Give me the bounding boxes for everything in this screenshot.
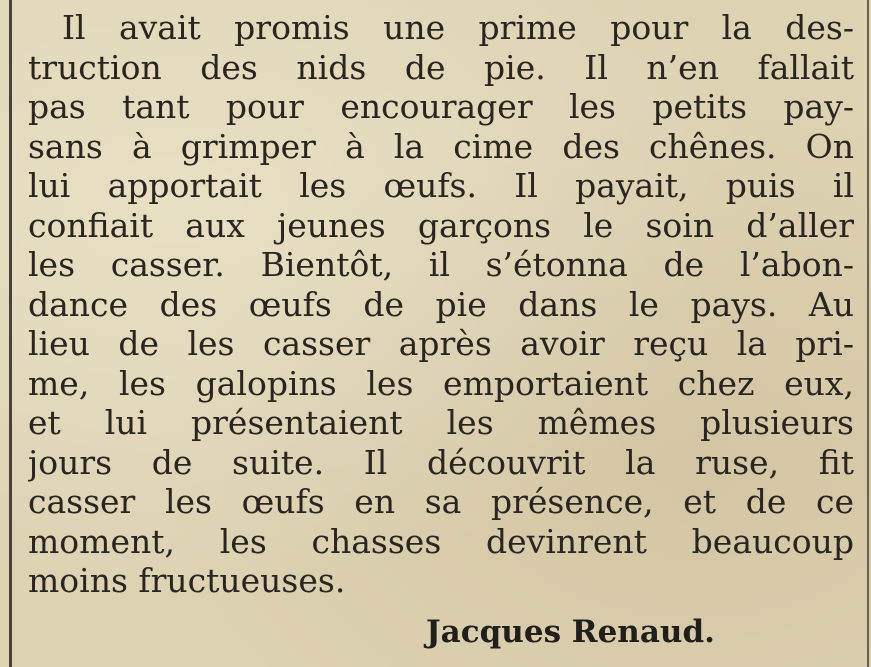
text-line: casser les œufs en sa présence, et de ce — [28, 482, 854, 521]
text-line: moment, les chasses devinrent beaucoup — [28, 521, 854, 561]
text-line: sans à grimper à la cime des chênes. On — [28, 126, 854, 166]
text-line-last: moins fructueuses. — [28, 561, 346, 600]
text-line: jours de suite. Il découvrit la ruse, fit — [28, 442, 854, 482]
text-line: truction des nids de pie. Il n’en fallait — [28, 47, 854, 87]
column-rule-left — [9, 0, 12, 667]
text-line: Il avait promis une prime pour la des- — [62, 8, 854, 47]
text-line: lieu de les casser après avoir reçu la pri- — [28, 324, 854, 363]
text-line: dance des œufs de pie dans le pays. Au — [28, 284, 854, 324]
text-line: et lui présentaient les mêmes plusieurs — [28, 403, 854, 442]
text-line: confiait aux jeunes garçons le soin d’aller — [28, 205, 854, 245]
text-line: me, les galopins les emportaient chez eux, — [28, 363, 854, 403]
text-line: pas tant pour encourager les petits pay- — [28, 87, 854, 126]
article-body — [28, 8, 854, 601]
text-line: lui apportait les œufs. Il payait, puis il — [28, 166, 854, 205]
text-line: les casser. Bientôt, il s’étonna de l’abon- — [28, 245, 854, 284]
column-rule-right — [867, 0, 869, 667]
author-signature: Jacques Renaud. — [426, 614, 715, 650]
